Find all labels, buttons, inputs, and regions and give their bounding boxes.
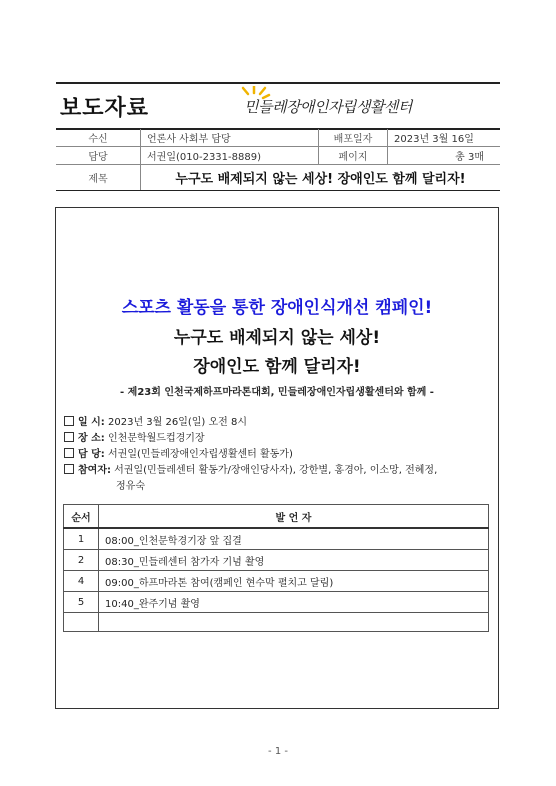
schedule-table (63, 504, 489, 632)
info-item-place (64, 431, 205, 447)
date-label: 배포일자 (319, 129, 388, 147)
contact-label: 담당 (56, 147, 141, 165)
col-content-header: 발 언 자 (99, 505, 489, 529)
row-number: 5 (64, 592, 99, 613)
table-row (64, 571, 489, 592)
info-value: 정유숙 (116, 481, 145, 492)
checkbox-icon (64, 432, 74, 442)
row-text: 10:40_완주기념 촬영 (99, 592, 489, 613)
row-number: 4 (64, 571, 99, 592)
table-row (64, 550, 489, 571)
press-release-title: 보도자료 (60, 96, 150, 121)
col-order-header: 순서 (64, 505, 99, 529)
info-key: 참여자: (78, 465, 111, 476)
subject-label: 제목 (56, 165, 141, 191)
recipient-value: 언론사 사회부 담당 (141, 129, 319, 147)
date-value: 2023년 3월 16일 (388, 129, 501, 147)
row-text: 08:00_인천문학경기장 앞 집결 (99, 528, 489, 550)
recipient-label: 수신 (56, 129, 141, 147)
table-row (64, 528, 489, 550)
info-key: 일 시: (78, 417, 105, 428)
info-key: 담 당: (78, 449, 105, 460)
event-subtitle: - 제23회 인천국제하프마라톤대회, 민들레장애인자립생활센터와 함께 - (120, 387, 434, 398)
headline-slogan-2: 장애인도 함께 달리자! (193, 357, 361, 377)
header-top-rule (56, 82, 500, 84)
checkbox-icon (64, 448, 74, 458)
headline-campaign: 스포츠 활동을 통한 장애인식개선 캠페인! (121, 298, 433, 318)
info-key: 장 소: (78, 433, 105, 444)
meta-row-recipient (56, 129, 500, 147)
row-number: 2 (64, 550, 99, 571)
info-item-participants-cont (116, 479, 145, 495)
row-number-empty (64, 613, 99, 632)
page-number: - 1 - (268, 746, 288, 757)
table-row-empty (64, 613, 489, 632)
subject-value: 누구도 배제되지 않는 세상! 장애인도 함께 달리자! (141, 165, 501, 191)
logo-text: 민들레장애인자립생활센터 (244, 98, 412, 116)
info-value: 2023년 3월 26일(일) 오전 8시 (108, 417, 248, 428)
pages-value: 총 3매 (388, 147, 501, 165)
row-text-empty (99, 613, 489, 632)
info-value: 서권일(민들레센터 활동가/장애인당사자), 강한별, 홍경아, 이소망, 전혜정, (114, 465, 438, 476)
org-logo (232, 86, 412, 126)
row-text: 08:30_민들레센터 참가자 기념 촬영 (99, 550, 489, 571)
pages-label: 페이지 (319, 147, 388, 165)
contact-value: 서권일(010-2331-8889) (141, 147, 319, 165)
info-item-datetime (64, 415, 247, 431)
info-value: 서권일(민들레장애인자립생활센터 활동가) (108, 449, 293, 460)
table-row (64, 592, 489, 613)
info-item-participants (64, 463, 437, 479)
row-number: 1 (64, 528, 99, 550)
row-text: 09:00_하프마라톤 참여(캠페인 현수막 펼치고 달림) (99, 571, 489, 592)
meta-table (56, 129, 500, 191)
meta-row-subject (56, 165, 500, 191)
info-value: 인천문학월드컵경기장 (108, 433, 205, 444)
headline-slogan-1: 누구도 배제되지 않는 세상! (173, 328, 381, 348)
checkbox-icon (64, 464, 74, 474)
checkbox-icon (64, 416, 74, 426)
meta-row-contact (56, 147, 500, 165)
schedule-header-row (64, 505, 489, 529)
info-item-manager (64, 447, 293, 463)
